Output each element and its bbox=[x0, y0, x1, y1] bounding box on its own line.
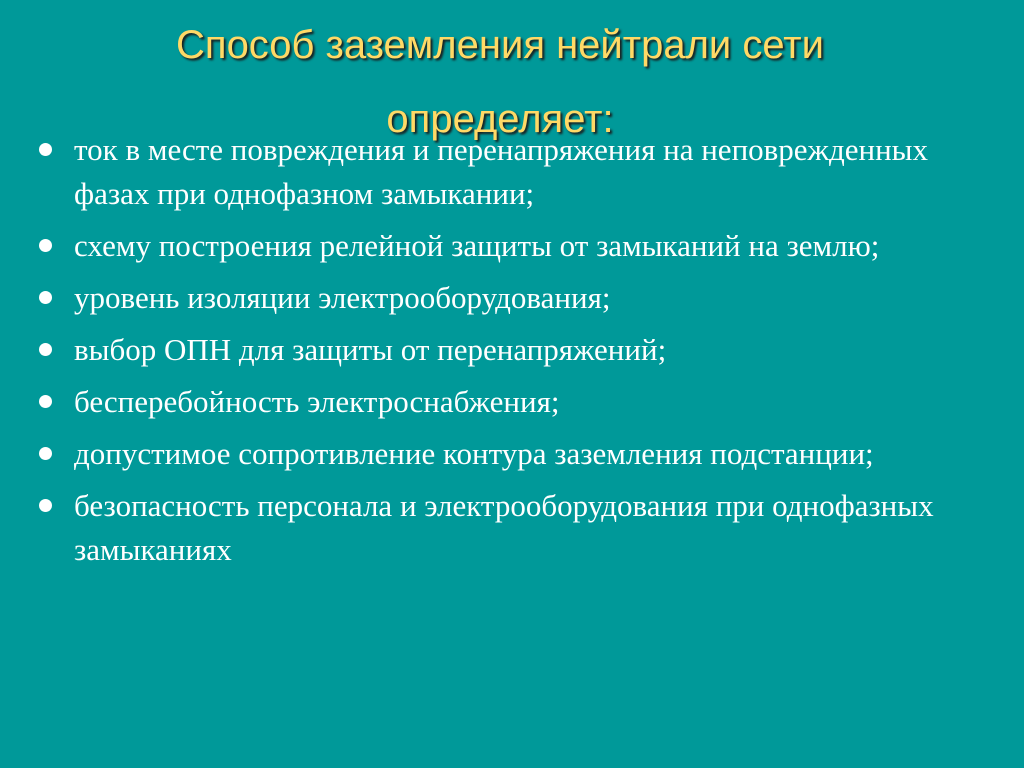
bullet-item bbox=[36, 484, 996, 572]
slide-title-line-2: определяет: bbox=[386, 97, 614, 141]
bullet-item bbox=[36, 128, 996, 216]
bullet-dot-icon bbox=[39, 343, 52, 356]
bullet-text: безопасность персонала и электрооборудования при однофазных замыканиях bbox=[74, 488, 934, 567]
bullet-list bbox=[36, 128, 996, 580]
bullet-text: ток в месте повреждения и перенапряжения на неповрежденных фазах при однофазном замыкании; bbox=[74, 132, 929, 211]
bullet-dot-icon bbox=[39, 239, 52, 252]
bullet-text: уровень изоляции электрооборудования; bbox=[74, 280, 611, 315]
bullet-dot-icon bbox=[39, 395, 52, 408]
bullet-item bbox=[36, 328, 996, 372]
bullet-item bbox=[36, 224, 996, 268]
slide-title-line-1: Способ заземления нейтрали сети bbox=[176, 23, 824, 67]
bullet-text: схему построения релейной защиты от замыканий на землю; bbox=[74, 228, 880, 263]
bullet-item bbox=[36, 380, 996, 424]
bullet-text: допустимое сопротивление контура заземления подстанции; bbox=[74, 436, 874, 471]
bullet-dot-icon bbox=[39, 291, 52, 304]
bullet-dot-icon bbox=[39, 143, 52, 156]
bullet-dot-icon bbox=[39, 447, 52, 460]
bullet-item bbox=[36, 276, 996, 320]
bullet-text: выбор ОПН для защиты от перенапряжений; bbox=[74, 332, 667, 367]
bullet-text: бесперебойность электроснабжения; bbox=[74, 384, 560, 419]
bullet-item bbox=[36, 432, 996, 476]
bullet-dot-icon bbox=[39, 499, 52, 512]
